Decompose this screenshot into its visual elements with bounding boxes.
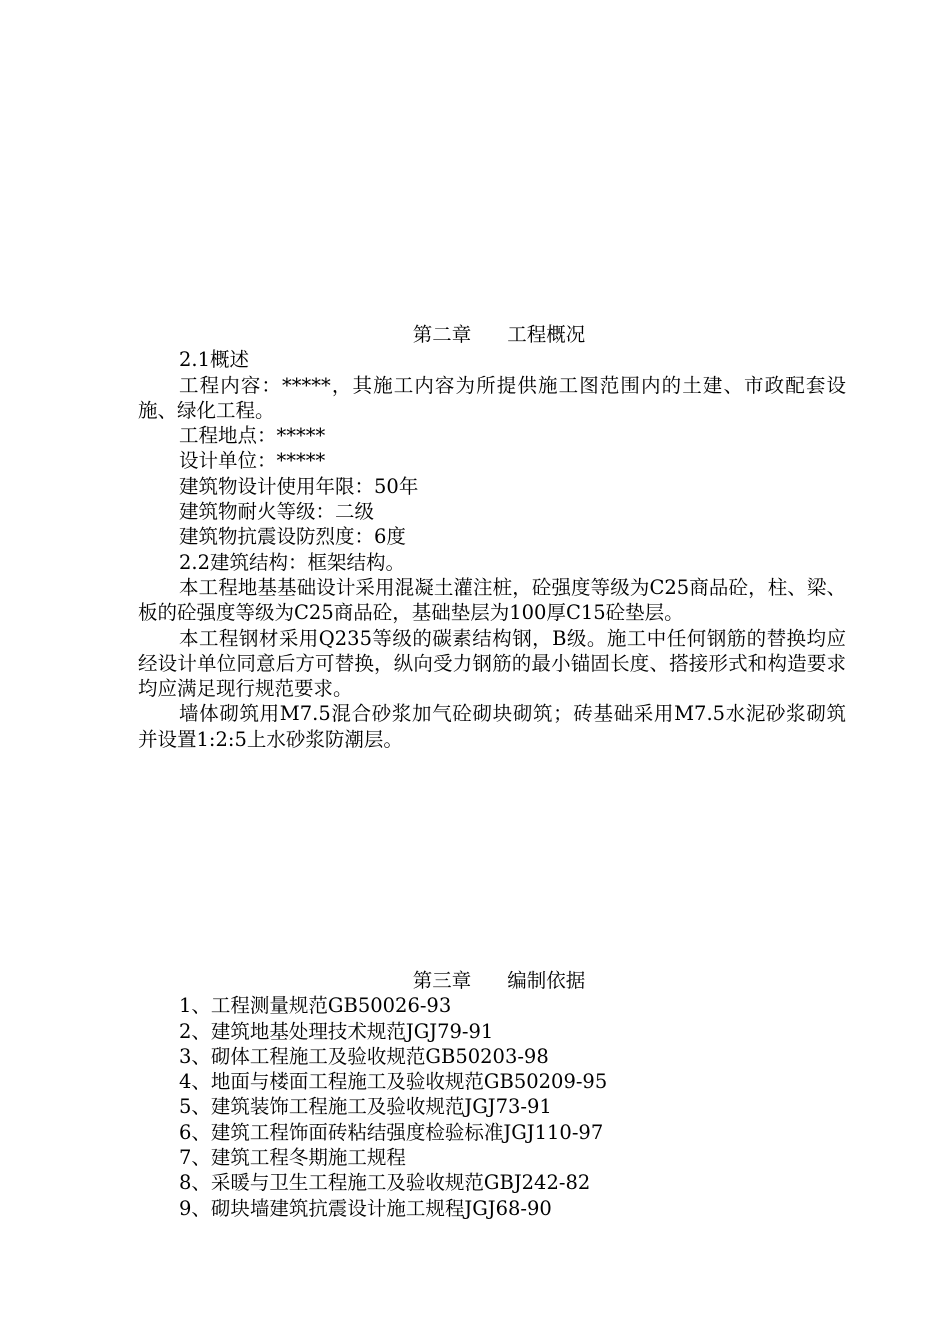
design-service-life: 建筑物设计使用年限：50年: [179, 474, 419, 498]
foundation-paragraph: 本工程地基基础设计采用混凝土灌注桩，砼强度等级为C25商品砼，柱、梁、板的砼强度等级为C25商品砼，基础垫层为100厚C15砼垫层。: [138, 575, 846, 625]
list-item: 4、地面与楼面工程施工及验收规范GB50209-95: [179, 1070, 608, 1094]
chapter-3-section: [138, 968, 846, 1221]
list-item: 5、建筑装饰工程施工及验收规范JGJ73-91: [179, 1095, 552, 1119]
reference-list: [138, 993, 846, 1221]
chapter-3-name: 编制依据: [507, 969, 586, 992]
steel-paragraph: 本工程钢材采用Q235等级的碳素结构钢，B级。施工中任何钢筋的替换均应经设计单位同意后方可替换，纵向受力钢筋的最小锚固长度、搭接形式和构造要求均应满足现行规范要求。: [138, 626, 846, 701]
design-unit: 设计单位：*****: [179, 449, 326, 473]
list-item: 7、建筑工程冬期施工规程: [179, 1146, 406, 1170]
project-content-paragraph: 工程内容：*****，其施工内容为所提供施工图范围内的土建、市政配套设施、绿化工程。: [138, 373, 846, 422]
chapter-3-title: [138, 968, 846, 993]
chapter-2-title: [138, 322, 846, 347]
list-item: 3、砌体工程施工及验收规范GB50203-98: [179, 1044, 549, 1068]
list-item: 8、采暖与卫生工程施工及验收规范GBJ242-82: [179, 1171, 591, 1195]
list-item: 1、工程测量规范GB50026-93: [179, 994, 452, 1018]
list-item: 2、建筑地基处理技术规范JGJ79-91: [179, 1019, 494, 1043]
section-2-2-heading: 2.2建筑结构：框架结构。: [179, 550, 406, 574]
list-item: 6、建筑工程饰面砖粘结强度检验标准JGJ110-97: [179, 1120, 604, 1144]
chapter-3-number: 第三章: [412, 969, 472, 992]
chapter-2-section: [138, 322, 846, 752]
seismic-intensity: 建筑物抗震设防烈度：6度: [179, 525, 406, 549]
chapter-2-name: 工程概况: [507, 323, 586, 346]
section-2-1-heading: 2.1概述: [179, 348, 250, 372]
project-location: 工程地点：*****: [179, 424, 326, 448]
list-item: 9、砌块墙建筑抗震设计施工规程JGJ68-90: [179, 1196, 552, 1220]
masonry-paragraph: 墙体砌筑用M7.5混合砂浆加气砼砌块砌筑；砖基础采用M7.5水泥砂浆砌筑并设置1:2:5上水砂浆防潮层。: [138, 702, 846, 751]
chapter-2-number: 第二章: [412, 323, 472, 346]
fire-resistance-rating: 建筑物耐火等级：二级: [179, 500, 375, 524]
